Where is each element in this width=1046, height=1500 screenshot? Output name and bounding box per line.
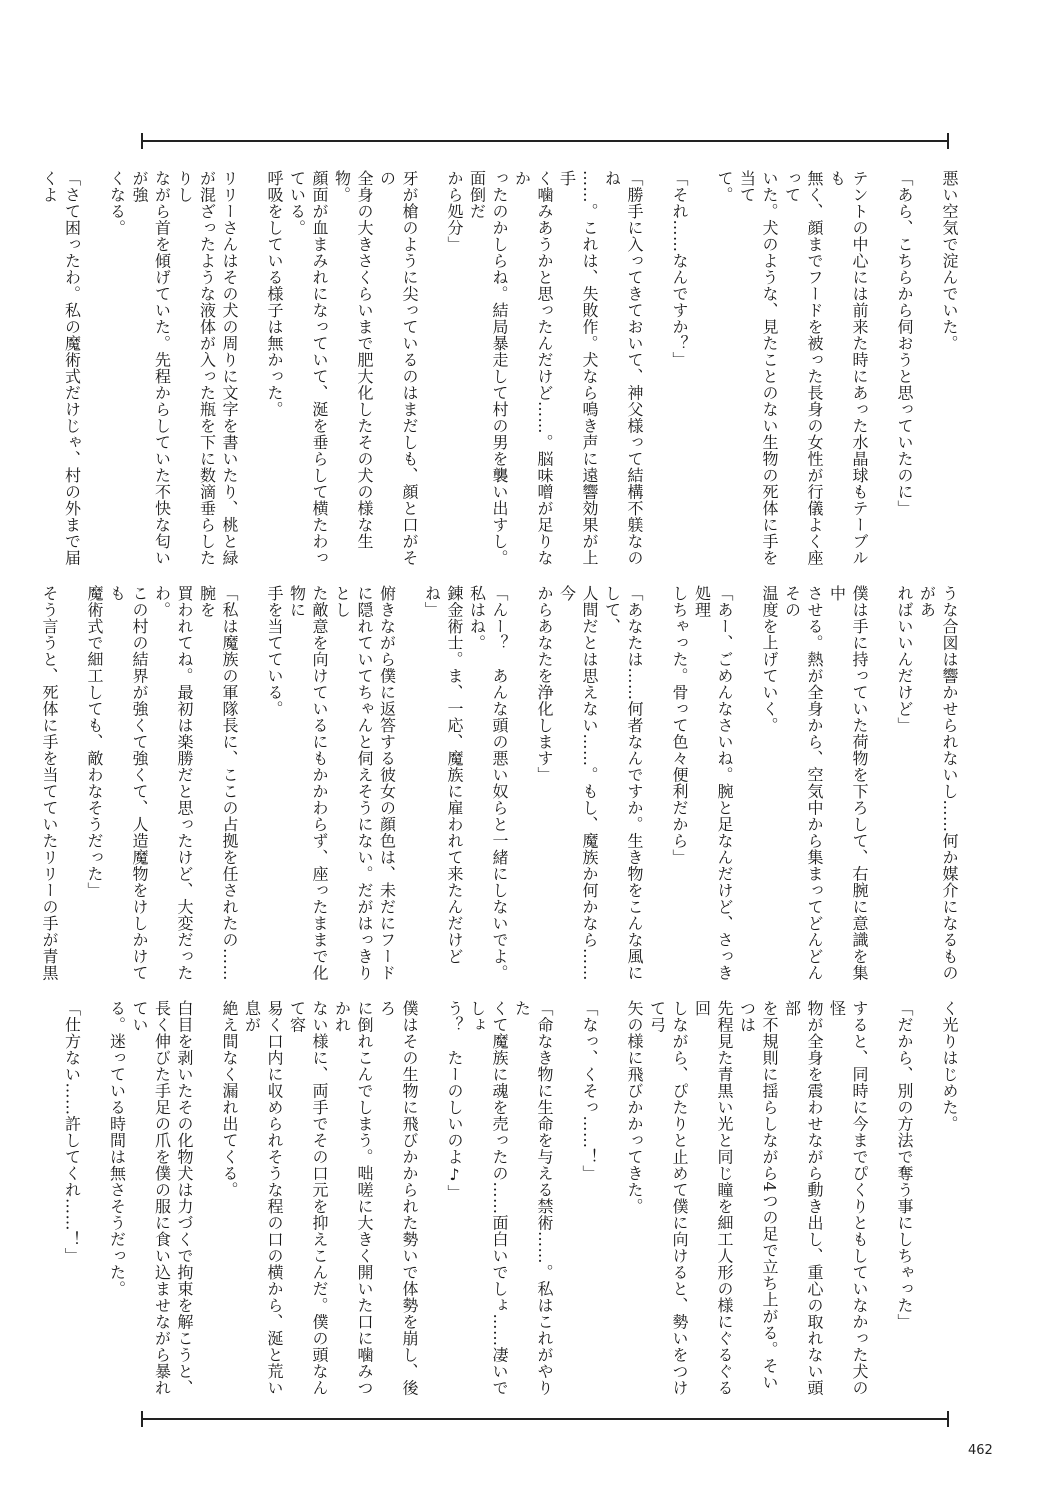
text-line: 「仕方ない……許してくれ……！」: [62, 1000, 82, 1264]
page-number: 462: [968, 1443, 993, 1458]
text-line: 僕はその生物に飛びかかられた勢いで体勢を崩し、後ろ: [377, 1000, 419, 1396]
text-line: すると、同時に今までぴくりともしていなかった犬の怪: [827, 1000, 869, 1396]
text-line: からあなたを浄化します」: [535, 585, 554, 783]
text-line: [420, 1000, 443, 1400]
text-line: [690, 170, 713, 570]
text-line: た敵意を向けているにもかかわらず、座ったままで化物に: [287, 585, 329, 981]
text-line: 「私は魔族の軍隊長に、ここの占拠を任されたの……腕を: [197, 585, 239, 981]
text-line: 全身の大きさくらいまで肥大化したその犬の様な生物。: [332, 170, 374, 550]
text-line: [735, 585, 758, 985]
text-line: [600, 1000, 623, 1400]
text-line: くなる。: [107, 170, 127, 236]
text-line: く光りはじめた。: [940, 1000, 959, 1132]
text-line: 悪い空気で淀んでいた。: [940, 170, 959, 352]
text-line: くて魔族に魂を売ったの……面白いでしょ……凄いでしょ: [467, 1000, 509, 1396]
text-line: 「あら、こちらから伺おうと思っていたのに」: [895, 170, 914, 517]
text-line: [240, 585, 263, 985]
text-line: 易く口内に収められそうな程の口の横から、涎と荒い息が: [242, 1000, 284, 1396]
text-line: [870, 585, 893, 985]
text-line: [555, 1000, 578, 1400]
text-line: ながら首を傾げていた。先程からしていた不快な匂いが強: [130, 170, 172, 566]
text-line: 物が全身を震わせながら動き出し、重心の取れない頭部: [782, 1000, 824, 1396]
text-line: て。: [715, 170, 734, 203]
text-line: 「それ……なんですか？」: [670, 170, 689, 368]
text-line: 「なっ、くそっ……！」: [580, 1000, 599, 1182]
text-tier-2: [40, 585, 960, 985]
bottom-rule: [141, 1418, 949, 1420]
text-line: 無く、顔までフードを被った長身の女性が行儀よく座って: [782, 170, 824, 566]
text-line: しちゃった。骨って色々便利だから」: [670, 585, 689, 866]
text-line: ……。これは、失敗作。犬なら鳴き声に遠響効果が上手: [557, 170, 599, 566]
text-line: 白目を剥いたその化物犬は力づくで拘束を解こうと、: [175, 1000, 194, 1396]
text-line: 魔術式で細工しても、敵わなそうだった」: [85, 585, 104, 899]
text-line: 「命なき物に生命を与える禁術……。私はこれがやりた: [512, 1000, 554, 1396]
text-line: に倒れこんでしまう。咄嗟に大きく開いた口に噛みつかれ: [332, 1000, 374, 1396]
text-line: [870, 1000, 893, 1400]
text-line: 「んー？ あんな頭の悪い奴らと一緒にしないでよ。私はね。: [467, 585, 509, 981]
text-line: 長く伸びた手足の爪を僕の服に食い込ませながら暴れてい: [130, 1000, 172, 1396]
text-line: 「さて困ったわ。私の魔術式だけじゃ、村の外まで届くよ: [40, 170, 82, 566]
text-line: 温度を上げていく。: [760, 585, 779, 734]
text-line: 絶え間なく漏れ出てくる。: [220, 1000, 239, 1198]
text-line: [420, 170, 443, 570]
text-line: 顔面が血まみれになっていて、涎を垂らして横たわっている。: [287, 170, 329, 566]
text-line: いた。犬のような、見たことのない生物の死体に手を当て: [737, 170, 779, 566]
text-line: うな合図は響かせられないし……何か媒介になるものがあ: [917, 585, 959, 981]
text-line: ればいいんだけど」: [895, 585, 914, 734]
text-tier-1: [40, 170, 960, 570]
text-line: から処分」: [445, 170, 464, 253]
text-line: 矢の様に飛びかかってきた。: [625, 1000, 644, 1215]
text-line: 手を当てている。: [265, 585, 284, 717]
text-line: そう言うと、死体に手を当てていたリリーの手が青黒: [40, 585, 59, 981]
text-line: テントの中心には前来た時にあった水晶球もテーブルも: [827, 170, 869, 566]
text-line: [398, 585, 421, 985]
text-line: 先程見た青黒い光と同じ瞳を細工人形の様にぐるぐる回: [692, 1000, 734, 1396]
text-line: 「勝手に入ってきておいて、神父様って結構不躾なのね: [602, 170, 644, 566]
text-tier-3: [62, 1000, 960, 1400]
text-line: ない様に、両手でその口元を抑えこんだ。僕の頭なんて容: [287, 1000, 329, 1396]
text-line: う？ たーのしいのよ♪」: [445, 1000, 464, 1201]
text-line: 錬金術士。ま、一応、魔族に雇われて来たんだけどね」: [422, 585, 464, 965]
text-line: を不規則に揺らしながら4つの足で立ち上がる。そいつは: [737, 1000, 779, 1391]
text-line: させる。熱が全身から、空気中から集まってどんどんその: [782, 585, 824, 981]
text-line: 俯きながら僕に返答する彼女の顔色は、未だにフード: [377, 585, 397, 981]
text-line: [83, 170, 106, 570]
text-line: 「あー、ごめんなさいね。腕と足なんだけど、さっき処理: [692, 585, 734, 981]
text-line: く噛みあうかと思ったんだけど……。脳味噌が足りなか: [512, 170, 554, 566]
text-line: [915, 1000, 938, 1400]
text-line: しながら、ぴたりと止めて僕に向けると、勢いをつけて弓: [647, 1000, 689, 1396]
text-line: に隠れていてちゃんと伺えそうにない。だがはっきりとし: [332, 585, 374, 981]
text-line: 僕は手に持っていた荷物を下ろして、右腕に意識を集中: [827, 585, 869, 981]
text-line: 「だから、別の方法で奪う事にしちゃった」: [895, 1000, 914, 1330]
top-rule: [141, 140, 949, 142]
text-line: ったのかしらね。結局暴走して村の男を襲い出すし。面倒だ: [467, 170, 509, 566]
text-line: が混ざったような液体が入った瓶を下に数滴垂らしたりし: [175, 170, 217, 566]
text-line: [510, 585, 533, 985]
text-line: [645, 170, 668, 570]
text-line: [240, 170, 263, 570]
text-line: この村の結界が強くて強くて、人造魔物をけしかけても: [107, 585, 149, 981]
text-line: 「あなたは……何者なんですか。生き物をこんな風にして、: [602, 585, 644, 981]
text-line: [83, 1000, 106, 1400]
text-line: [60, 585, 83, 985]
text-line: [645, 585, 668, 985]
text-line: 人間だとは思えない……。もし、魔族か何かなら……今: [557, 585, 599, 981]
text-line: る。迷っている時間は無さそうだった。: [107, 1000, 127, 1297]
text-line: 牙が槍のように尖っているのはまだしも、顔と口がその: [377, 170, 419, 566]
text-line: リリーさんはその犬の周りに文字を書いたり、桃と緑: [220, 170, 239, 566]
text-line: 呼吸をしている様子は無かった。: [265, 170, 284, 418]
text-line: [195, 1000, 218, 1400]
text-line: 買われてね。最初は楽勝だと思ったけど、大変だったわ。: [152, 585, 194, 981]
text-line: [870, 170, 893, 570]
text-line: [915, 170, 938, 570]
